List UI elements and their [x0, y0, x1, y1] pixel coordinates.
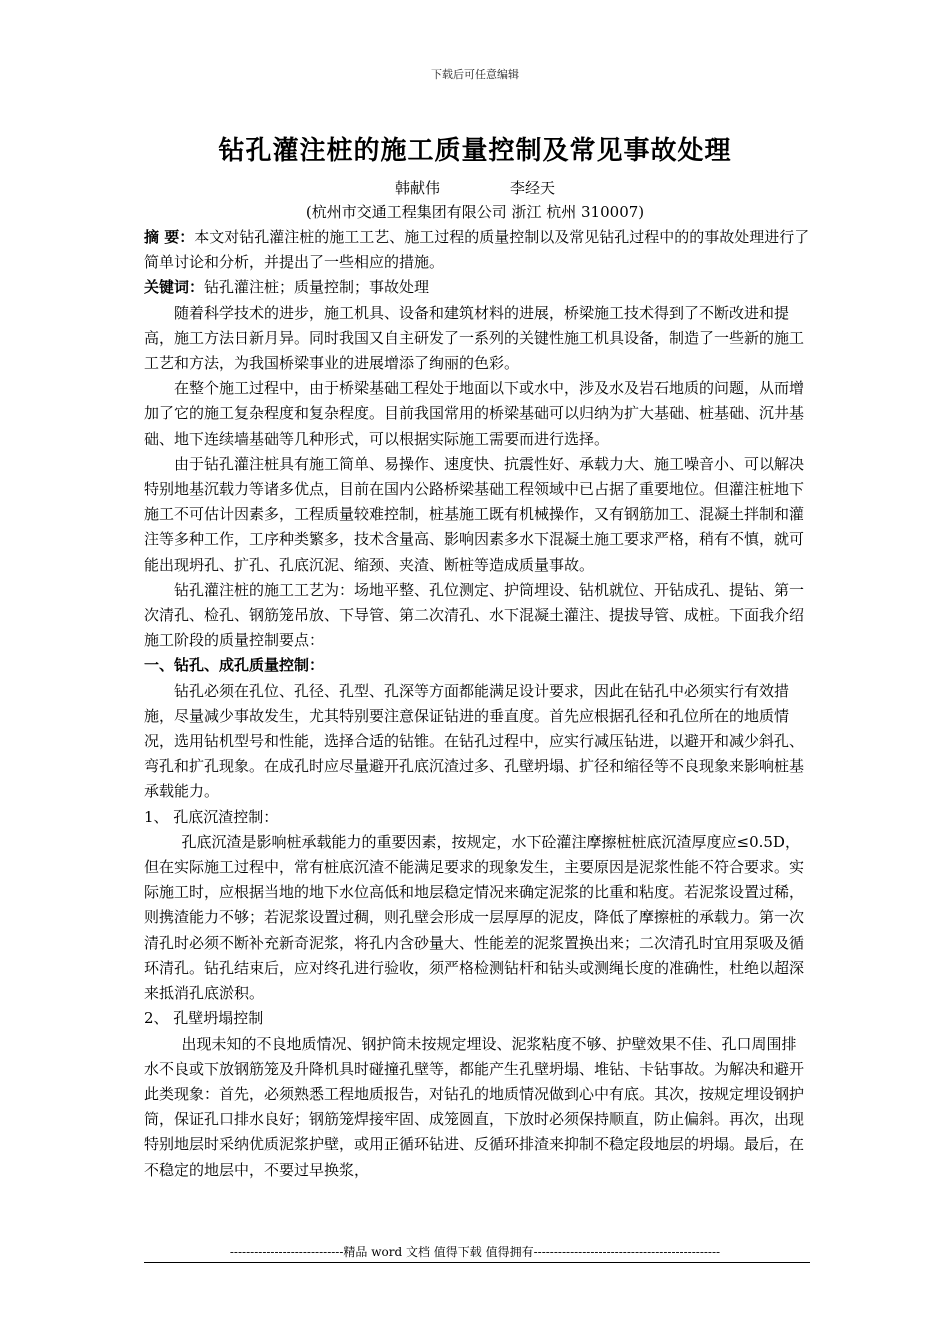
paragraph-1: 随着科学技术的进步，施工机具、设备和建筑材料的进展，桥梁施工技术得到了不断改进和提高，施工方法日新月异。同时我国又自主研发了一系列的关键性施工机具设备，制造了一些新的施工工艺和方法，为我国桥梁事业的进展增添了绚丽的色彩。: [144, 303, 805, 373]
footer-note: ----------------------------精品 word 文档 值得下载 值得拥有----------------------------------------------: [229, 1245, 721, 1259]
abstract: [144, 225, 810, 275]
keywords-label: 关键词：: [144, 278, 205, 297]
author-2: 李经天: [510, 179, 556, 197]
article-body: [144, 225, 810, 1183]
subsection-2-text: 出现未知的不良地质情况、钢护筒未按规定埋设、泥浆粘度不够、护壁效果不佳、孔口周围排水不良或下放钢筋笼及升降机具时碰撞孔壁等，都能产生孔壁坍塌、堆钻、卡钻事故。为解决和避开此类现象：首先，必须熟悉工程地质报告，对钻孔的地质情况做到心中有底。其次，按规定埋设钢护筒，保证孔口排水良好；钢筋笼焊接牢固、成笼圆直，下放时必须保持顺直，防止偏斜。再次，出现特别地层时采纳优质泥浆护壁，或用正循环钻进、反循环排渣来抑制不稳定段地层的坍塌。最后，在不稳定的地层中，不要过早换浆，: [144, 1034, 805, 1179]
section-1-heading: 一、钻孔、成孔质量控制：: [144, 656, 325, 675]
paragraph-2: 在整个施工过程中，由于桥梁基础工程处于地面以下或水中，涉及水及岩石地质的问题，从而增加了它的施工复杂程度和复杂程度。目前我国常用的桥梁基础可以归纳为扩大基础、桩基础、沉井基础、地下连续墙基础等几种形式，可以根据实际施工需要而进行选择。: [144, 379, 805, 448]
header-note: 下载后可任意编辑: [431, 68, 519, 81]
keywords: [144, 275, 810, 300]
abstract-label: 摘 要：: [144, 228, 195, 246]
subsection-1-heading: 1、 孔底沉渣控制：: [144, 807, 279, 826]
paragraph-3: 由于钻孔灌注桩具有施工简单、易操作、速度快、抗震性好、承载力大、施工噪音小、可以解决特别地基沉载力等诸多优点，目前在国内公路桥梁基础工程领域中已占据了重要地位。但灌注桩地下施工不可估计因素多，工程质量较难控制，桩基施工既有机械操作，又有钢筋加工、混凝土拌制和灌注等多种工作，工序种类繁多，技术含量高、影响因素多水下混凝土施工要求严格，稍有不慎，就可能出现坍孔、扩孔、孔底沉泥、缩颈、夹渣、断桩等造成质量事故。: [144, 454, 805, 574]
section-1-intro: 钻孔必须在孔位、孔径、孔型、孔深等方面都能满足设计要求，因此在钻孔中必须实行有效措施，尽量减少事故发生，尤其特别要注意保证钻进的垂直度。首先应根据孔径和孔位所在的地质情况，选用钻机型号和性能，选择合适的钻锥。在钻孔过程中，应实行减压钻进，以避开和减少斜孔、弯孔和扩孔现象。在成孔时应尽量避开孔底沉渣过多、孔壁坍塌、扩径和缩径等不良现象来影响桩基承载能力。: [144, 681, 805, 801]
affiliation: (杭州市交通工程集团有限公司 浙江 杭州 310007): [305, 203, 645, 221]
author-1: 韩献伟: [394, 179, 440, 197]
page-title: 钻孔灌注桩的施工质量控制及常见事故处理: [218, 136, 732, 166]
authors-line: [0, 177, 950, 198]
subsection-1-text: 孔底沉渣是影响桩承载能力的重要因素，按规定，水下砼灌注摩擦桩桩底沉渣厚度应≤0.5D，但在实际施工过程中，常有桩底沉渣不能满足要求的现象发生，主要原因是泥浆性能不符合要求。实际施工时，应根据当地的地下水位高低和地层稳定情况来确定泥浆的比重和粘度。若泥浆设置过稀，则携渣能力不够；若泥浆设置过稠，则孔壁会形成一层厚厚的泥皮，降低了摩擦桩的承载力。第一次清孔时必须不断补充新奇泥浆，将孔内含砂量大、性能差的泥浆置换出来；二次清孔时宜用泵吸及循环清孔。钻孔结束后，应对终孔进行验收，须严格检测钻杆和钻头或测绳长度的准确性，杜绝以超深来抵消孔底淤积。: [144, 832, 805, 1003]
keywords-text: 钻孔灌注桩；质量控制；事故处理: [204, 278, 430, 297]
footer-divider: [144, 1262, 810, 1263]
abstract-text: 本文对钻孔灌注桩的施工工艺、施工过程的质量控制以及常见钻孔过程中的的事故处理进行了简单讨论和分析，并提出了一些相应的措施。: [144, 228, 810, 272]
subsection-2-heading: 2、 孔壁坍塌控制: [144, 1009, 264, 1028]
paragraph-4: 钻孔灌注桩的施工工艺为：场地平整、孔位测定、护筒埋设、钻机就位、开钻成孔、提钻、第一次清孔、检孔、钢筋笼吊放、下导管、第二次清孔、水下混凝土灌注、提拔导管、成桩。下面我介绍施工阶段的质量控制要点：: [144, 580, 805, 650]
